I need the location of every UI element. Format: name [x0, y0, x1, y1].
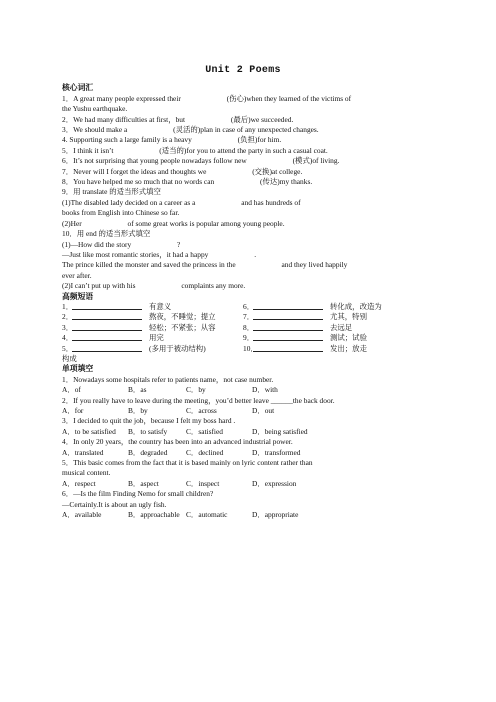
vocab-text: 8．You have helped me so much that no words can [62, 177, 217, 187]
question-item [62, 416, 424, 437]
vocab-text: 7．Never will I forget the ideas and thoughts we [62, 166, 209, 176]
answer-option[interactable]: A．of [62, 385, 81, 395]
vocab-item [62, 229, 424, 239]
answer-option[interactable]: B．as [128, 385, 147, 395]
answer-option[interactable]: B．approachable [128, 510, 180, 520]
phrase-meaning: 尤其，特别 [330, 312, 367, 322]
phrase-answer-line[interactable] [72, 323, 142, 331]
answer-option[interactable]: C．satisfied [186, 426, 223, 436]
phrase-cell [62, 302, 243, 312]
answer-option[interactable]: D．out [252, 406, 275, 415]
phrase-row [62, 344, 424, 354]
vocab-hint: (适当的) [159, 145, 187, 155]
vocab-item [62, 219, 424, 229]
vocab-text: 9．用 translate 的适当形式填空 [62, 187, 161, 197]
phrase-meaning: 用完 [149, 333, 164, 343]
answer-option[interactable]: C．inspect [186, 478, 220, 488]
phrase-answer-line[interactable] [253, 323, 323, 331]
phrase-number: 5． [62, 343, 74, 353]
phrase-cell [243, 333, 424, 343]
page-title: Unit 2 Poems [205, 65, 281, 76]
vocab-item [62, 94, 424, 104]
vocab-text: complaints any more. [181, 281, 246, 291]
vocab-text: for him. [257, 135, 282, 145]
vocab-text: at college. [271, 166, 303, 176]
answer-option[interactable]: C．by [186, 385, 206, 395]
vocab-text: my thanks. [279, 177, 313, 187]
vocab-text: of living. [312, 156, 340, 166]
phrase-meaning: 测试；试验 [330, 333, 367, 343]
vocab-hint: (负担) [237, 135, 258, 145]
answer-option[interactable]: A．available [62, 510, 102, 520]
answer-option[interactable]: A．to be satisfied [62, 426, 116, 436]
phrase-number: 9． [243, 333, 255, 343]
vocab-text: 5．I think it isn’t [62, 145, 116, 155]
section-heading-phrases: 高频短语 [62, 291, 94, 301]
phrase-answer-line[interactable] [253, 333, 323, 341]
vocab-text: the Yushu earthquake. [62, 104, 128, 114]
phrase-row [62, 323, 424, 333]
vocab-text: plan in case of any unexpected changes. [200, 125, 319, 135]
vocab-item [62, 177, 424, 187]
phrase-row [62, 312, 424, 322]
vocab-text: ever after. [62, 270, 92, 280]
vocab-item [62, 281, 424, 291]
vocab-item [62, 156, 424, 166]
phrase-cell [62, 323, 243, 333]
vocab-text: 1．A great many people expressed their [62, 93, 183, 103]
vocab-item [62, 250, 424, 260]
phrase-answer-line[interactable] [72, 333, 142, 341]
phrase-meaning: 轻松；不紧张；从容 [149, 322, 216, 332]
phrase-meaning: 转化成，改造为 [330, 301, 382, 311]
vocab-item [62, 167, 424, 177]
question-stem: 3．I decided to quit the job，because I felt my boss hard . [62, 416, 236, 426]
answer-option[interactable]: D．expression [252, 478, 297, 488]
vocab-hint: (灵活的) [173, 125, 201, 135]
vocab-item [62, 146, 424, 156]
vocab-text: 10．用 end 的适当形式填空 [62, 229, 151, 239]
question-options [62, 406, 424, 416]
vocab-text: when they learned of the victims of [246, 93, 352, 103]
question-item [62, 489, 424, 520]
vocab-item [62, 125, 424, 135]
phrase-answer-line[interactable] [72, 302, 142, 310]
answer-option[interactable]: B．by [128, 406, 148, 415]
vocab-text: . [254, 249, 257, 259]
vocab-hint: (最后) [230, 114, 251, 124]
vocab-item [62, 240, 424, 250]
vocab-text: (2)I can’t put up with his [62, 281, 138, 291]
phrase-cell [243, 302, 424, 312]
vocab-text: (2)Her [62, 218, 84, 228]
vocab-item [62, 115, 424, 125]
phrase-number: 1． [62, 301, 74, 311]
vocab-text: —Just like most romantic stories，it had a happy [62, 249, 211, 259]
answer-option[interactable]: D．with [252, 385, 278, 395]
phrase-answer-line[interactable] [72, 344, 142, 352]
vocab-item [62, 260, 424, 270]
question-stem: 5．This basic comes from the fact that it is based mainly on lyric content rather than [62, 458, 313, 468]
vocab-text: of some great works is popular among young people. [127, 218, 285, 228]
question-options [62, 427, 424, 437]
answer-option[interactable]: C．across [186, 406, 217, 415]
vocab-text: (1)—How did the story [62, 239, 134, 249]
answer-option[interactable]: A．translated [62, 447, 104, 457]
phrase-answer-line[interactable] [253, 344, 323, 352]
vocab-list [62, 94, 424, 292]
vocab-text: 3．We should make a [62, 125, 130, 135]
phrase-row [62, 333, 424, 343]
answer-option[interactable]: C．automatic [186, 510, 228, 520]
answer-option[interactable]: D．being satisfied [252, 426, 308, 436]
phrase-answer-line[interactable] [253, 302, 323, 310]
question-stem: —Certainly.It is about an ugly fish. [62, 499, 167, 509]
phrase-meaning: 发出；放走 [330, 343, 367, 353]
phrase-answer-line[interactable] [253, 312, 323, 320]
question-options [62, 385, 424, 395]
section-heading-vocab: 核心词汇 [62, 83, 94, 93]
phrase-meaning: 有意义 [149, 301, 172, 311]
phrase-meaning: (多用于被动结构) [149, 343, 206, 353]
phrase-cell [243, 312, 424, 322]
question-stem: 2．If you really have to leave during the meeting，you’d better leave ______the back door. [62, 395, 335, 405]
phrase-number: 8． [243, 322, 255, 332]
phrase-list [62, 302, 424, 354]
question-options [62, 479, 424, 489]
phrase-meaning: 去远足 [330, 322, 353, 332]
question-item [62, 458, 424, 489]
answer-option[interactable]: B．aspect [128, 478, 159, 488]
phrase-cell [62, 333, 243, 343]
question-stem: 4．In only 20 years，the country has been into an advanced industrial power. [62, 437, 293, 447]
vocab-text: 2．We had many difficulties at first，but [62, 114, 187, 124]
vocab-text: for you to attend the party in such a casual coat. [186, 145, 328, 155]
vocab-item [62, 135, 424, 145]
phrase-number: 2． [62, 312, 74, 322]
answer-option[interactable]: B．to satisfy [128, 426, 168, 436]
question-list [62, 375, 424, 521]
vocab-text: 4. Supporting such a large family is a heavy [62, 135, 194, 145]
phrase-cell [243, 323, 424, 333]
vocab-text: (1)The disabled lady decided on a career as a [62, 197, 198, 207]
vocab-item [62, 271, 424, 281]
phrase-number: 3． [62, 322, 74, 332]
answer-option[interactable]: A．respect [62, 478, 96, 488]
phrase-tail: 构成 [62, 353, 77, 363]
worksheet-page [62, 66, 424, 520]
question-item [62, 437, 424, 458]
vocab-item [62, 208, 424, 218]
vocab-text: and they lived happily [281, 260, 348, 270]
vocab-item [62, 198, 424, 208]
vocab-text: books from English into Chinese so far. [62, 208, 180, 218]
vocab-item [62, 104, 424, 114]
question-options [62, 448, 424, 458]
answer-option[interactable]: C．declined [186, 447, 224, 457]
phrase-number: 10． [243, 343, 258, 353]
vocab-hint: (模式) [292, 156, 313, 166]
phrase-number: 4． [62, 333, 74, 343]
question-stem: 6．—Is the film Finding Nemo for small children? [62, 489, 214, 499]
vocab-item [62, 187, 424, 197]
vocab-hint: (交换) [252, 166, 272, 176]
phrase-number: 7． [243, 312, 255, 322]
vocab-hint: (伤心) [226, 93, 247, 103]
phrase-number: 6． [243, 301, 255, 311]
phrase-meaning: 熬夜，不睡觉；提立 [149, 312, 216, 322]
answer-option[interactable]: D．appropriate [252, 510, 299, 520]
question-stem: 1．Nowadays some hospitals refer to patients name，not case number. [62, 374, 274, 384]
vocab-text: ? [177, 239, 181, 249]
answer-option[interactable]: B．degraded [128, 447, 168, 457]
question-item [62, 375, 424, 396]
phrase-row [62, 302, 424, 312]
question-item [62, 396, 424, 417]
question-options [62, 510, 424, 520]
vocab-text: we succeeded. [250, 114, 294, 124]
phrase-answer-line[interactable] [72, 312, 142, 320]
question-stem: musical content. [62, 468, 111, 478]
section-heading-single: 单项填空 [62, 364, 94, 374]
answer-option[interactable]: D．transformed [252, 447, 301, 457]
vocab-hint: (传达) [260, 177, 280, 187]
vocab-text: 6．It’s not surprising that young people nowadays follow new [62, 156, 249, 166]
phrase-cell [243, 344, 424, 354]
answer-option[interactable]: A．for [62, 406, 84, 415]
phrase-cell [62, 344, 243, 354]
vocab-text: The prince killed the monster and saved the princess in the [62, 260, 238, 270]
phrase-cell [62, 312, 243, 322]
vocab-text: and has hundreds of [241, 197, 301, 207]
